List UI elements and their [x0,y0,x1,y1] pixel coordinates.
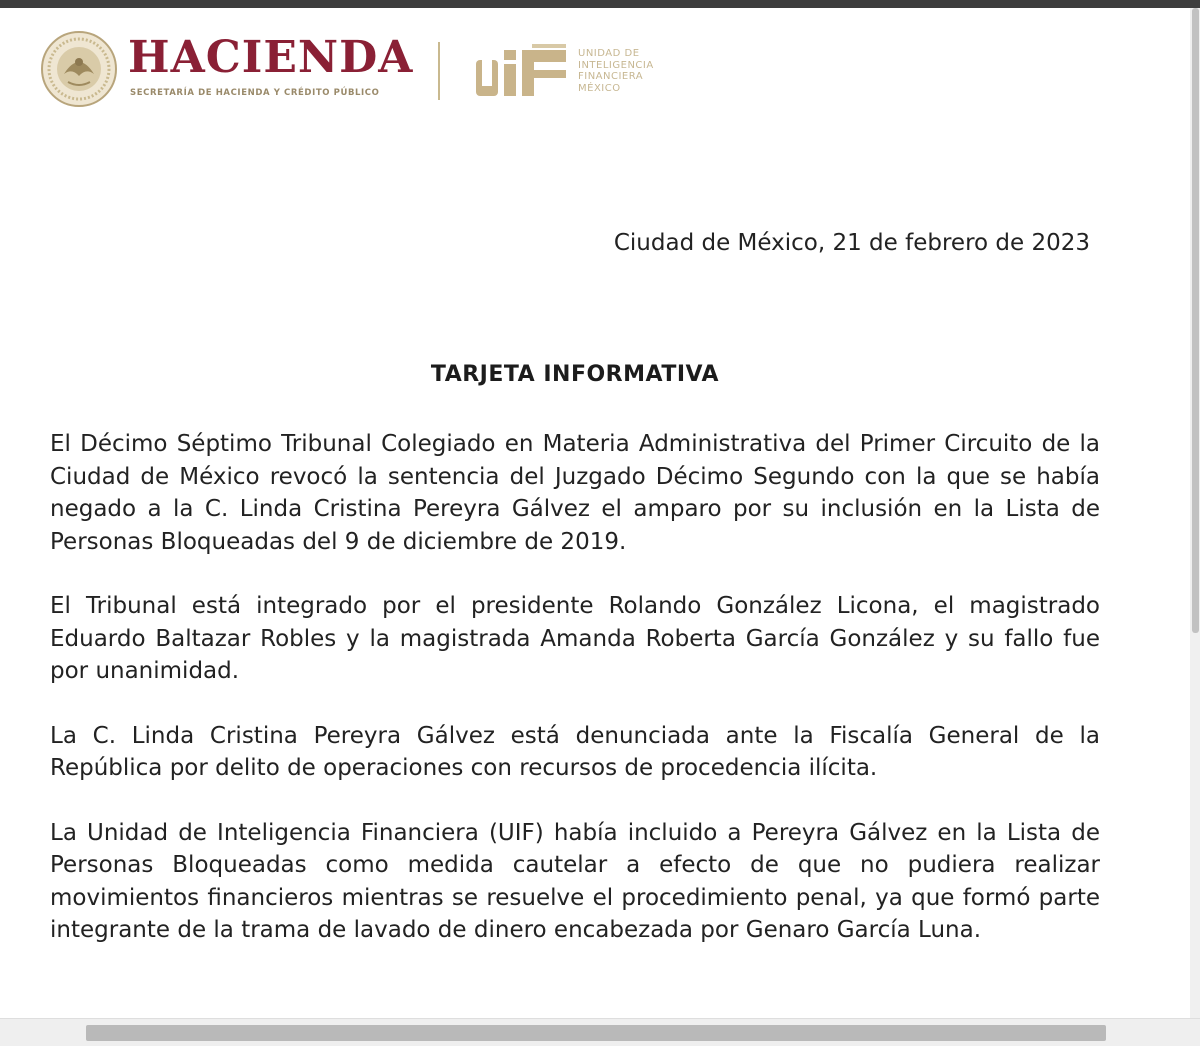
window-top-bar [0,0,1200,8]
uif-logo-icon [472,44,572,102]
hacienda-logo-subtitle: SECRETARÍA DE HACIENDA Y CRÉDITO PÚBLICO [130,88,380,98]
hacienda-logo-text: HACIENDA [128,32,414,83]
document-page [0,8,1190,1018]
letterhead [40,30,740,110]
paragraph: La C. Linda Cristina Pereyra Gálvez está denunciada ante la Fiscalía General de la República por delito de operaciones con recursos de procedencia ilícita. [50,722,1100,781]
paragraph: El Tribunal está integrado por el presidente Rolando González Licona, el magistrado Eduardo Baltazar Robles y la magistrada Amanda Roberta García González y su fallo fue por unanimidad. [50,593,1100,684]
logo-divider [438,42,440,100]
vertical-scrollbar[interactable] [1190,8,1200,1018]
document-body [50,428,1100,979]
document-title: TARJETA INFORMATIVA [430,362,720,387]
national-seal-icon [40,30,118,108]
paragraph: La Unidad de Inteligencia Financiera (UIF) había incluido a Pereyra Gálvez en la Lista de Personas Bloqueadas como medida cautelar a efecto de que no pudiera realizar movimientos financieros mientras se resuelve el procedimiento penal, ya que formó parte integrante de la trama de lavado de dinero encabezada por Genaro García Luna. [50,819,1100,943]
document-date: Ciudad de México, 21 de febrero de 2023 [613,230,1090,256]
horizontal-scrollbar-thumb[interactable] [86,1025,1106,1041]
paragraph: El Décimo Séptimo Tribunal Colegiado en Materia Administrativa del Primer Circuito de la Ciudad de México revocó la sentencia del Juzgado Décimo Segundo con la que se había negado a la C. Linda Cristina Pereyra Gálvez el amparo por su inclusión en la Lista de Personas Bloqueadas del 9 de diciembre de 2019. [50,431,1100,555]
uif-logo-text: UNIDAD DE INTELIGENCIA FINANCIERA MÉXICO [578,48,654,94]
vertical-scrollbar-thumb[interactable] [1192,8,1199,633]
horizontal-scrollbar[interactable] [0,1018,1200,1046]
